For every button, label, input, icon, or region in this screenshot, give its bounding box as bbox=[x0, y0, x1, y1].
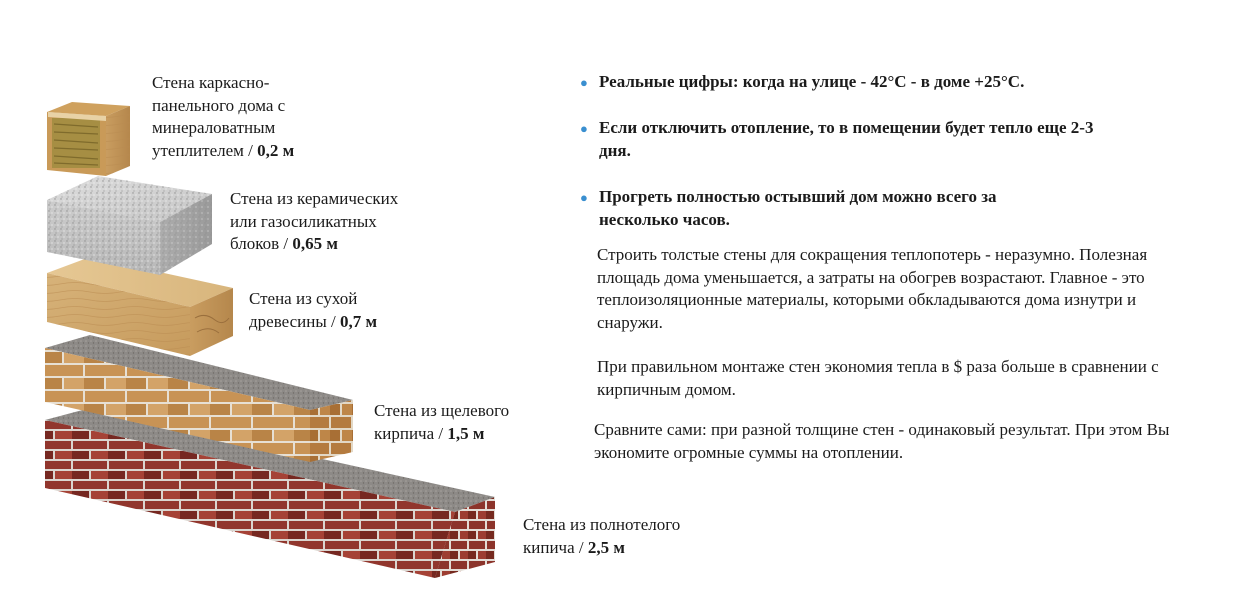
wall-label-frame-panel: Стена каркасно- панельного дома с минераловатным утеплителем / 0,2 м bbox=[152, 73, 295, 160]
bullet-item: ● Прогреть полностью остывший дом можно всего за несколько часов. bbox=[580, 187, 997, 229]
paragraph-compare: Сравните сами: при разной толщине стен - одинаковый результат. При этом Вы экономите огромные суммы на отоплении. bbox=[594, 420, 1170, 462]
bullet-item: ● Если отключить отопление, то в помещении будет тепло еще 2-3 дня. bbox=[580, 118, 1094, 160]
wall-label-slotted-brick: Стена из щелевого кирпича / 1,5 м bbox=[374, 401, 510, 443]
wall-thickness: 0,7 м bbox=[339, 311, 378, 331]
wall-frame-panel bbox=[47, 102, 130, 176]
wall-thickness: 2,5 м bbox=[587, 537, 625, 557]
bullet-dot-icon: ● bbox=[580, 75, 588, 90]
wall-ceramic-block bbox=[47, 176, 212, 275]
wall-label-solid-brick: Стена из полнотелого кипича / 2,5 м bbox=[523, 515, 681, 557]
wall-label-dry-timber: Стена из сухой древесины / 0,7 м bbox=[249, 289, 378, 331]
bullet-item: ● Реальные цифры: когда на улице - 42°С - в доме +25°С. bbox=[580, 70, 1180, 93]
paragraph-savings: При правильном монтаже стен экономия тепла в $ раза больше в сравнении с кирпичным домом. bbox=[597, 357, 1159, 399]
paragraph-thick-walls: Строить толстые стены для сокращения теплопотерь - неразумно. Полезная площадь дома уменьшается, а затраты на обогрев возрастают. Главное - это теплоизоляционные материалы, которыми обкладываются дома изнутри и снаружи. bbox=[597, 245, 1148, 332]
wall-thickness: 1,5 м bbox=[447, 423, 485, 443]
wall-thickness: 0,65 м bbox=[292, 234, 338, 253]
wall-thickness: 0,2 м bbox=[257, 140, 295, 160]
wall-label-ceramic-block: Стена из керамических или газосиликатных блоков / 0,65 м bbox=[230, 189, 399, 253]
bullet-dot-icon: ● bbox=[580, 121, 588, 136]
bullet-dot-icon: ● bbox=[580, 190, 588, 205]
